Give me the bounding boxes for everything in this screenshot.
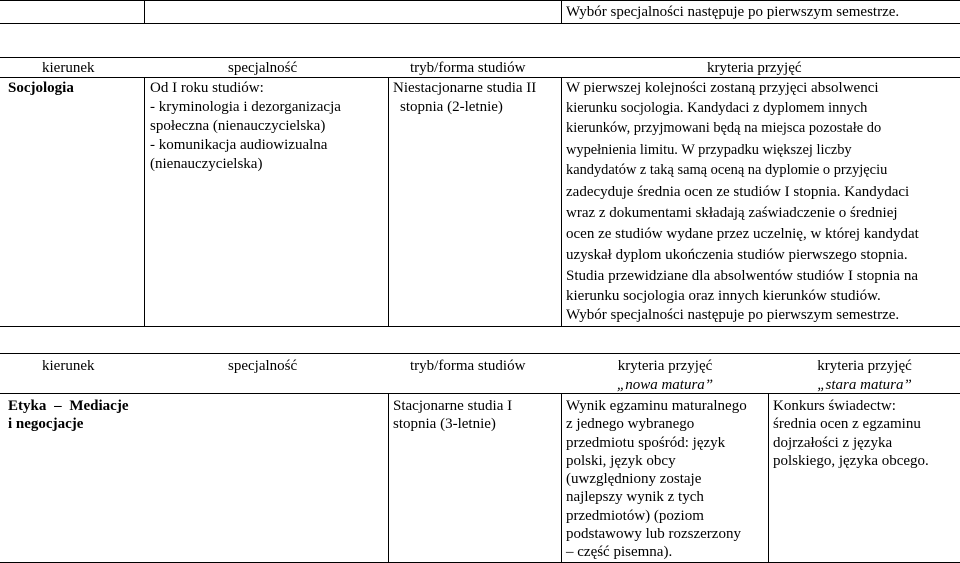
table1-header-kryteria: kryteria przyjęć (707, 60, 802, 76)
table1-kryteria-line: kandydatów z taką samą oceną na dyplomie o przyjęciu (566, 162, 888, 178)
table2-nowa-line: najlepszy wynik z tych (566, 489, 704, 505)
table1-header-tryb: tryb/forma studiów (410, 60, 526, 76)
table2-stara-line: dojrzałości z języka (773, 435, 893, 451)
table2-header-kryteria-nowa: kryteria przyjęć (617, 358, 713, 374)
table1-header-specjalnosc: specjalność (228, 60, 298, 76)
table1-col-divider (144, 77, 145, 327)
table1-kryteria-note-line: Studia przewidziane dla absolwentów studiów I stopnia na (566, 268, 919, 284)
table1-kierunek: Socjologia (8, 80, 74, 96)
table2-col-divider (561, 393, 562, 563)
table1-col-divider (561, 77, 562, 327)
table2-header-stara-matura: „stara matura” (817, 377, 912, 393)
table1-tryb-line: stopnia (2-letnie) (400, 99, 503, 115)
table1-kryteria-line: wraz z dokumentami składają zaświadczenie o średniej (566, 205, 898, 221)
table2-tryb-line: Stacjonarne studia I (393, 398, 513, 414)
table1-specjalnosc-line: - komunikacja audiowizualna (150, 137, 328, 153)
table2-nowa-line: (uwzględniony zostaje (566, 471, 702, 487)
table2-header-nowa-matura: „nowa matura” (616, 377, 714, 393)
table2-col-divider (388, 393, 389, 563)
table2-nowa-line: – część pisemna). (566, 544, 673, 560)
table1-kryteria-note-line: kierunku socjologia oraz innych kierunków studiów. (566, 288, 881, 304)
table1-kryteria-line: W pierwszej kolejności zostaną przyjęci absolwenci (566, 80, 879, 96)
table2-header-specjalnosc: specjalność (228, 358, 298, 374)
table1-kryteria-line: ocen ze studiów wydane przez uczelnię, w której kandydat (566, 226, 919, 242)
table1-specjalnosc-line: - kryminologia i dezorganizacja (150, 99, 341, 115)
top-table-note: Wybór specjalności następuje po pierwszym semestrze. (566, 4, 900, 20)
table2-nowa-line: przedmiotu spośród: język (566, 435, 726, 451)
table1-kryteria-line: kierunków, przyjmowani będą na miejsca pozostałe do (566, 120, 882, 136)
table2-nowa-line: podstawowy lub rozszerzony (566, 526, 741, 542)
table2-border-top (0, 353, 960, 354)
table2-nowa-line: polski, język obcy (566, 453, 676, 469)
table1-header-kierunek: kierunek (42, 60, 95, 76)
top-table-divider (561, 0, 562, 24)
table2-kierunek-line: i negocjacje (8, 416, 84, 432)
table2-stara-line: średnia ocen z egzaminu (773, 416, 921, 432)
table2-nowa-line: Wynik egzaminu maturalnego (566, 398, 747, 414)
table2-header-kierunek: kierunek (42, 358, 95, 374)
table1-specjalnosc-line: (nienauczycielska) (150, 156, 263, 172)
top-table-divider (144, 0, 145, 24)
table1-col-divider (388, 77, 389, 327)
table2-nowa-line: przedmiotów) (poziom (566, 508, 704, 524)
table2-nowa-line: z jednego wybranego (566, 416, 695, 432)
table1-kryteria-line: zadecyduje średnia ocen ze studiów I stopnia. Kandydaci (566, 184, 910, 200)
table2-col-divider (768, 393, 769, 563)
table1-specjalnosc-line: społeczna (nienauczycielska) (150, 118, 326, 134)
table1-kryteria-line: wypełnienia limitu. W przypadku większej liczby (566, 142, 852, 158)
table1-kryteria-note-line: Wybór specjalności następuje po pierwszym semestrze. (566, 307, 900, 323)
table2-stara-line: polskiego, języka obcego. (773, 453, 929, 469)
table1-specjalnosc-line: Od I roku studiów: (150, 80, 264, 96)
table2-tryb-line: stopnia (3-letnie) (393, 416, 496, 432)
table2-stara-line: Konkurs świadectw: (773, 398, 896, 414)
table1-tryb-line: Niestacjonarne studia II (393, 80, 537, 96)
table2-header-kryteria-stara: kryteria przyjęć (817, 358, 912, 374)
table1-kryteria-line: uzyskał dyplom ukończenia studiów pierwszego stopnia. (566, 247, 908, 263)
table2-header-tryb: tryb/forma studiów (410, 358, 526, 374)
table2-kierunek-line: Etyka – Mediacje (8, 398, 129, 414)
table1-kryteria-line: kierunku socjologia. Kandydaci z dyplomem innych (566, 100, 868, 116)
